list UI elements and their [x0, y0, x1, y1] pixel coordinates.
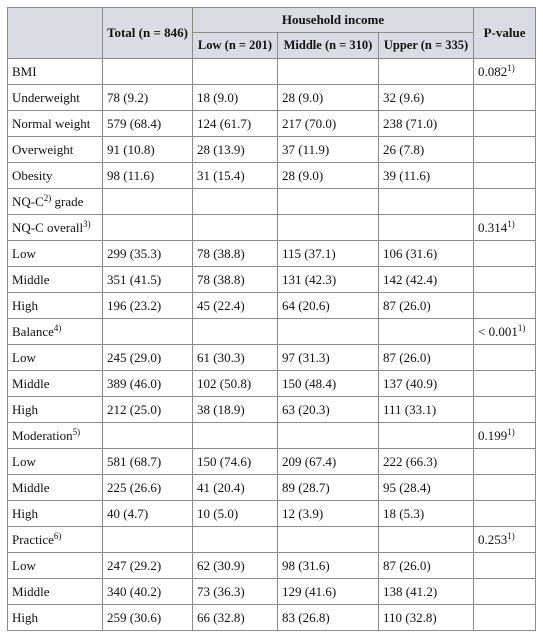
row-label-cell: [8, 475, 103, 501]
cell-pvalue: [474, 163, 536, 189]
cell-upper: 110 (32.8): [379, 605, 474, 631]
cell-total: 579 (68.4): [103, 111, 193, 137]
row-label: Practice: [12, 531, 54, 547]
cell-middle: [278, 189, 379, 215]
cell-upper: 18 (5.3): [379, 501, 474, 527]
income-bmi-nqc-table: [7, 7, 536, 631]
table-row: [8, 449, 536, 475]
cell-total: 98 (11.6): [103, 163, 193, 189]
cell-pvalue: [474, 267, 536, 293]
cell-total: 351 (41.5): [103, 267, 193, 293]
cell-pvalue: [474, 241, 536, 267]
cell-pvalue: [474, 319, 536, 345]
row-label-cell: [8, 553, 103, 579]
cell-pvalue: [474, 215, 536, 241]
cell-upper: 95 (28.4): [379, 475, 474, 501]
cell-upper: 26 (7.8): [379, 137, 474, 163]
table-row: [8, 293, 536, 319]
row-label: Moderation: [12, 427, 73, 443]
row-label-cell: [8, 501, 103, 527]
row-label-cell: [8, 371, 103, 397]
cell-total: 196 (23.2): [103, 293, 193, 319]
cell-middle: 83 (26.8): [278, 605, 379, 631]
cell-pvalue: [474, 189, 536, 215]
cell-low: 102 (50.8): [193, 371, 278, 397]
cell-pvalue: [474, 59, 536, 85]
cell-pvalue: [474, 475, 536, 501]
cell-total: 245 (29.0): [103, 345, 193, 371]
cell-low: 62 (30.9): [193, 553, 278, 579]
cell-total: 299 (35.3): [103, 241, 193, 267]
cell-pvalue: [474, 423, 536, 449]
row-label: Middle: [12, 375, 50, 391]
cell-pvalue: [474, 345, 536, 371]
cell-low: 124 (61.7): [193, 111, 278, 137]
cell-middle: 97 (31.3): [278, 345, 379, 371]
cell-total: [103, 527, 193, 553]
table-row: [8, 579, 536, 605]
cell-total: 91 (10.8): [103, 137, 193, 163]
cell-pvalue: [474, 449, 536, 475]
header-income-middle: Middle (n = 310): [278, 33, 379, 59]
table-row: [8, 371, 536, 397]
cell-total: [103, 215, 193, 241]
footnote-marker: 1): [507, 62, 515, 73]
footnote-marker: 1): [507, 218, 515, 229]
table-row: [8, 267, 536, 293]
footnote-marker: 4): [53, 322, 62, 333]
row-label-cell: [8, 267, 103, 293]
table-row: [8, 605, 536, 631]
row-label-cell: [8, 579, 103, 605]
cell-middle: [278, 423, 379, 449]
cell-middle: 63 (20.3): [278, 397, 379, 423]
pvalue-text: < 0.001: [478, 323, 518, 339]
cell-low: [193, 59, 278, 85]
header-household-income: Household income: [193, 8, 474, 33]
row-label: BMI: [12, 63, 37, 79]
cell-total: 389 (46.0): [103, 371, 193, 397]
row-label: Middle: [12, 271, 50, 287]
cell-low: [193, 527, 278, 553]
cell-middle: [278, 319, 379, 345]
cell-low: [193, 189, 278, 215]
cell-middle: [278, 527, 379, 553]
footnote-marker: 1): [507, 426, 515, 437]
cell-upper: 238 (71.0): [379, 111, 474, 137]
cell-total: 340 (40.2): [103, 579, 193, 605]
cell-pvalue: [474, 137, 536, 163]
cell-pvalue: [474, 293, 536, 319]
cell-low: 38 (18.9): [193, 397, 278, 423]
cell-upper: 106 (31.6): [379, 241, 474, 267]
row-label-cell: [8, 527, 103, 553]
row-label: Low: [12, 349, 36, 365]
cell-total: 581 (68.7): [103, 449, 193, 475]
cell-middle: 37 (11.9): [278, 137, 379, 163]
footnote-marker: 3): [83, 218, 91, 229]
row-label: Overweight: [12, 141, 74, 157]
pvalue-text: 0.314: [478, 219, 508, 235]
cell-middle: 131 (42.3): [278, 267, 379, 293]
cell-upper: 111 (33.1): [379, 397, 474, 423]
cell-upper: 32 (9.6): [379, 85, 474, 111]
cell-low: [193, 215, 278, 241]
row-label: High: [12, 401, 38, 417]
footnote-marker: 1): [507, 530, 515, 541]
table-row: [8, 137, 536, 163]
cell-pvalue: [474, 605, 536, 631]
cell-low: 28 (13.9): [193, 137, 278, 163]
row-label-cell: [8, 319, 103, 345]
cell-total: [103, 189, 193, 215]
cell-pvalue: [474, 579, 536, 605]
cell-low: 150 (74.6): [193, 449, 278, 475]
row-label-cell: [8, 85, 103, 111]
cell-pvalue: [474, 397, 536, 423]
table-row: [8, 111, 536, 137]
table-row: [8, 59, 536, 85]
cell-total: 212 (25.0): [103, 397, 193, 423]
row-label-cell: [8, 111, 103, 137]
table-row: [8, 553, 536, 579]
table-row: [8, 215, 536, 241]
cell-low: 45 (22.4): [193, 293, 278, 319]
cell-pvalue: [474, 85, 536, 111]
footnote-marker: 6): [53, 530, 62, 541]
cell-total: [103, 59, 193, 85]
row-label-cell: [8, 449, 103, 475]
cell-upper: [379, 527, 474, 553]
header-income-low: Low (n = 201): [193, 33, 278, 59]
cell-upper: 39 (11.6): [379, 163, 474, 189]
cell-total: 78 (9.2): [103, 85, 193, 111]
cell-upper: 87 (26.0): [379, 293, 474, 319]
row-label: NQ-C overall: [12, 219, 84, 235]
cell-middle: 89 (28.7): [278, 475, 379, 501]
row-label: Obesity: [12, 167, 53, 183]
row-label-suffix: grade: [51, 193, 84, 209]
cell-middle: 28 (9.0): [278, 85, 379, 111]
cell-upper: [379, 59, 474, 85]
cell-upper: 222 (66.3): [379, 449, 474, 475]
cell-middle: [278, 215, 379, 241]
cell-upper: 87 (26.0): [379, 553, 474, 579]
cell-total: 40 (4.7): [103, 501, 193, 527]
table-row: [8, 319, 536, 345]
table-row: [8, 397, 536, 423]
cell-low: 73 (36.3): [193, 579, 278, 605]
cell-middle: 64 (20.6): [278, 293, 379, 319]
cell-total: 225 (26.6): [103, 475, 193, 501]
row-label: Normal weight: [12, 115, 91, 131]
cell-total: 259 (30.6): [103, 605, 193, 631]
cell-upper: 142 (42.4): [379, 267, 474, 293]
table-header: [8, 8, 536, 59]
table-row: [8, 475, 536, 501]
row-label: Low: [12, 557, 36, 573]
row-label: Low: [12, 245, 36, 261]
table-row: [8, 85, 536, 111]
cell-middle: 150 (48.4): [278, 371, 379, 397]
footnote-marker: 1): [517, 322, 526, 333]
row-label: High: [12, 297, 38, 313]
cell-low: 31 (15.4): [193, 163, 278, 189]
cell-upper: [379, 215, 474, 241]
pvalue-text: 0.199: [478, 427, 508, 443]
cell-middle: [278, 59, 379, 85]
cell-middle: 12 (3.9): [278, 501, 379, 527]
cell-low: 78 (38.8): [193, 241, 278, 267]
cell-upper: [379, 423, 474, 449]
row-label: High: [12, 609, 38, 625]
cell-pvalue: [474, 527, 536, 553]
cell-upper: [379, 319, 474, 345]
cell-total: 247 (29.2): [103, 553, 193, 579]
table-body: [8, 59, 536, 631]
cell-low: [193, 319, 278, 345]
row-label: Middle: [12, 479, 50, 495]
footnote-marker: 2): [43, 192, 52, 203]
cell-pvalue: [474, 371, 536, 397]
cell-pvalue: [474, 553, 536, 579]
row-label: High: [12, 505, 38, 521]
row-label: Middle: [12, 583, 50, 599]
row-label-cell: [8, 241, 103, 267]
table-row: [8, 189, 536, 215]
cell-low: 18 (9.0): [193, 85, 278, 111]
row-label: NQ-C: [12, 193, 44, 209]
row-label-cell: [8, 163, 103, 189]
table-row: [8, 423, 536, 449]
pvalue-text: 0.253: [478, 531, 508, 547]
table-row: [8, 241, 536, 267]
footnote-marker: 5): [72, 426, 81, 437]
cell-upper: 138 (41.2): [379, 579, 474, 605]
row-label-cell: [8, 605, 103, 631]
cell-upper: 87 (26.0): [379, 345, 474, 371]
row-label-cell: [8, 345, 103, 371]
header-total: Total (n = 846): [103, 8, 193, 59]
cell-middle: 98 (31.6): [278, 553, 379, 579]
pvalue-text: 0.082: [478, 63, 508, 79]
table-row: [8, 501, 536, 527]
row-label-cell: [8, 423, 103, 449]
cell-pvalue: [474, 111, 536, 137]
cell-low: 61 (30.3): [193, 345, 278, 371]
cell-middle: 28 (9.0): [278, 163, 379, 189]
row-label-cell: [8, 293, 103, 319]
cell-low: [193, 423, 278, 449]
row-label-cell: [8, 59, 103, 85]
cell-upper: [379, 189, 474, 215]
row-label: Underweight: [12, 89, 80, 105]
cell-low: 66 (32.8): [193, 605, 278, 631]
table-row: [8, 527, 536, 553]
cell-low: 78 (38.8): [193, 267, 278, 293]
row-label-cell: [8, 189, 103, 215]
row-label-cell: [8, 397, 103, 423]
table-row: [8, 345, 536, 371]
row-label-cell: [8, 215, 103, 241]
row-label-cell: [8, 137, 103, 163]
cell-total: [103, 423, 193, 449]
cell-pvalue: [474, 501, 536, 527]
cell-middle: 115 (37.1): [278, 241, 379, 267]
cell-middle: 217 (70.0): [278, 111, 379, 137]
header-pvalue: P-value: [474, 8, 536, 59]
row-label: Balance: [12, 323, 54, 339]
cell-middle: 129 (41.6): [278, 579, 379, 605]
cell-total: [103, 319, 193, 345]
cell-low: 10 (5.0): [193, 501, 278, 527]
cell-low: 41 (20.4): [193, 475, 278, 501]
table-row: [8, 163, 536, 189]
header-income-upper: Upper (n = 335): [379, 33, 474, 59]
cell-middle: 209 (67.4): [278, 449, 379, 475]
cell-upper: 137 (40.9): [379, 371, 474, 397]
row-label: Low: [12, 453, 36, 469]
header-blank-cell: [8, 8, 103, 59]
